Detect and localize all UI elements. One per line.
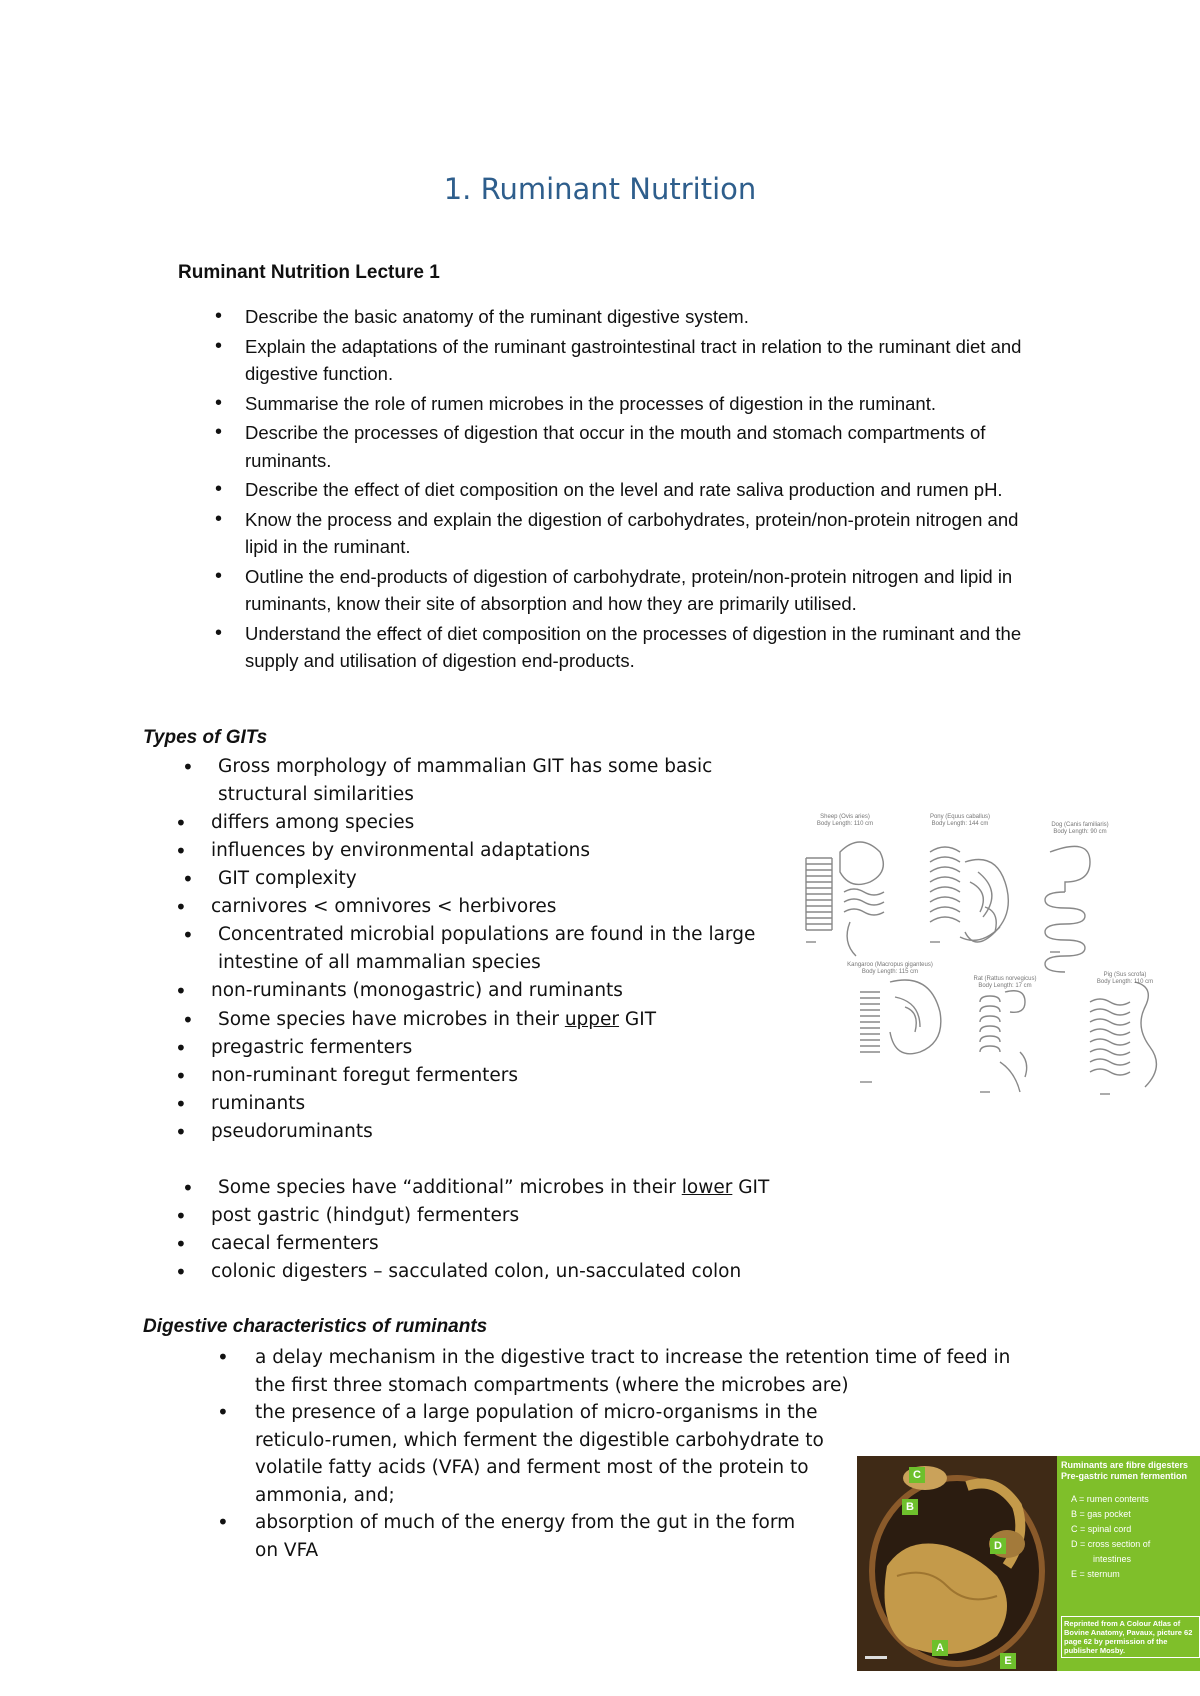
list-item: • Gross morphology of mammalian GIT has some basic structural similarities <box>175 753 775 809</box>
objective-item: • Outline the end-products of digestion of carbohydrate, protein/non-protein nitrogen and lipid in ruminants, know their site of absorption and how they are primarily utilised. <box>215 563 1045 618</box>
types-of-gits-heading: Types of GITs <box>143 727 268 748</box>
lower-git-intro <box>175 1174 775 1202</box>
list-item: • absorption of much of the energy from the gut in the form on VFA <box>215 1509 815 1564</box>
pig-git-drawing <box>1090 982 1156 1094</box>
legend-item: D = cross section of <box>1071 1539 1151 1549</box>
list-item: • differs among species <box>175 809 775 837</box>
rat-git-drawing <box>980 991 1027 1092</box>
objective-item: • Describe the basic anatomy of the ruminant digestive system. <box>215 303 1045 331</box>
title-line: Ruminants are fibre digesters <box>1061 1460 1189 1470</box>
list-item: • influences by environmental adaptations <box>175 837 775 865</box>
objective-item: • Explain the adaptations of the ruminant gastrointestinal tract in relation to the ruminant diet and digestive function. <box>215 333 1045 388</box>
objective-item: • Know the process and explain the digestion of carbohydrates, protein/non-protein nitrogen and lipid in the ruminant. <box>215 506 1045 561</box>
rumen-figure-legend <box>1071 1492 1150 1582</box>
list-item: • ruminants <box>175 1090 775 1118</box>
objective-item: • Describe the effect of diet composition on the level and rate saliva production and rumen pH. <box>215 476 1045 504</box>
digestive-characteristics-heading: Digestive characteristics of ruminants <box>143 1316 488 1337</box>
intro-text: Some species have “additional” microbes in their <box>218 1177 682 1198</box>
list-item: • Concentrated microbial populations are found in the large <box>175 921 775 949</box>
underlined-word: lower <box>681 1177 733 1198</box>
git-comparison-figure <box>800 812 1170 1102</box>
legend-item: A = rumen contents <box>1071 1494 1149 1504</box>
list-item: • post gastric (hindgut) fermenters <box>175 1202 775 1230</box>
figure-label-a: A <box>932 1640 948 1656</box>
list-item: • a delay mechanism in the digestive tract to increase the retention time of feed in the first three stomach compartments (where the microbes are) <box>215 1344 1045 1399</box>
list-item: • colonic digesters – sacculated colon, un-sacculated colon <box>175 1258 775 1286</box>
git-list-1 <box>175 753 775 1005</box>
rumen-cross-section-photo <box>857 1456 1057 1671</box>
legend-item: intestines <box>1093 1554 1132 1564</box>
intro-text: Some species have microbes in their <box>218 1009 565 1030</box>
figure-label-c: C <box>909 1467 925 1483</box>
legend-item: C = spinal cord <box>1071 1524 1132 1534</box>
list-item: • GIT complexity <box>175 865 775 893</box>
figure-label-e: E <box>1000 1653 1016 1669</box>
kangaroo-git-drawing <box>860 980 941 1082</box>
figure-caption: Pig (Sus scrofa) Body Length: 110 cm <box>1096 972 1154 985</box>
list-item: • pseudoruminants <box>175 1118 775 1146</box>
rumen-figure-legend-panel <box>1057 1456 1200 1671</box>
title-line: Pre-gastric rumen fermention <box>1061 1471 1188 1481</box>
list-item-continuation: intestine of all mammalian species <box>218 952 541 973</box>
objective-item: • Describe the processes of digestion that occur in the mouth and stomach compartments of ruminants. <box>215 419 1045 474</box>
dog-git-drawing <box>1045 846 1090 972</box>
pony-git-drawing <box>930 847 1008 942</box>
objective-item: • Understand the effect of diet composition on the processes of digestion in the ruminant and the supply and utilisation of digestion end-products. <box>215 620 1045 675</box>
rumen-figure-credit: Reprinted from A Colour Atlas of Bovine Anatomy, Pavaux, picture 62 page 62 by permission of the publisher Mosby. <box>1061 1616 1200 1658</box>
legend-item: E = sternum <box>1071 1569 1120 1579</box>
figure-caption: Rat (Rattus norvegicus) Body Length: 17 cm <box>973 976 1037 989</box>
git-list-2 <box>175 1006 775 1146</box>
list-item: • non-ruminant foregut fermenters <box>175 1062 775 1090</box>
list-item: • the presence of a large population of micro-organisms in the reticulo-rumen, which ferment the digestible carbohydrate to volatile fatty acids (VFA) and ferment most of the protein to ammonia, and; <box>215 1399 840 1509</box>
figure-label-d: D <box>990 1538 1006 1554</box>
legend-item: B = gas pocket <box>1071 1509 1131 1519</box>
intro-text: GIT <box>732 1177 770 1198</box>
underlined-word: upper <box>564 1009 620 1030</box>
objective-item: • Summarise the role of rumen microbes in the processes of digestion in the ruminant. <box>215 390 1045 418</box>
list-item: • carnivores < omnivores < herbivores <box>175 893 775 921</box>
figure-caption: Dog (Canis familiaris) Body Length: 90 cm <box>1051 822 1109 835</box>
lecture-heading: Ruminant Nutrition Lecture 1 <box>178 262 440 283</box>
upper-git-intro <box>175 1006 775 1034</box>
list-item: • pregastric fermenters <box>175 1034 775 1062</box>
sheep-git-drawing <box>806 842 884 956</box>
objectives-list <box>215 303 1045 677</box>
list-item: • caecal fermenters <box>175 1230 775 1258</box>
figure-caption: Pony (Equus caballus) Body Length: 144 cm <box>929 814 991 827</box>
page-title: 1. Ruminant Nutrition <box>443 172 757 206</box>
intro-text: GIT <box>619 1009 657 1030</box>
git-comparison-drawing <box>800 812 1170 1102</box>
list-item: • non-ruminants (monogastric) and ruminants <box>175 977 775 1005</box>
rumen-figure-title <box>1061 1460 1188 1482</box>
figure-label-b: B <box>902 1499 918 1515</box>
figure-caption: Kangaroo (Macropus giganteus) Body Length: 115 cm <box>847 962 933 975</box>
figure-caption: Sheep (Ovis aries) Body Length: 110 cm <box>816 814 874 827</box>
git-list-3 <box>175 1174 775 1286</box>
